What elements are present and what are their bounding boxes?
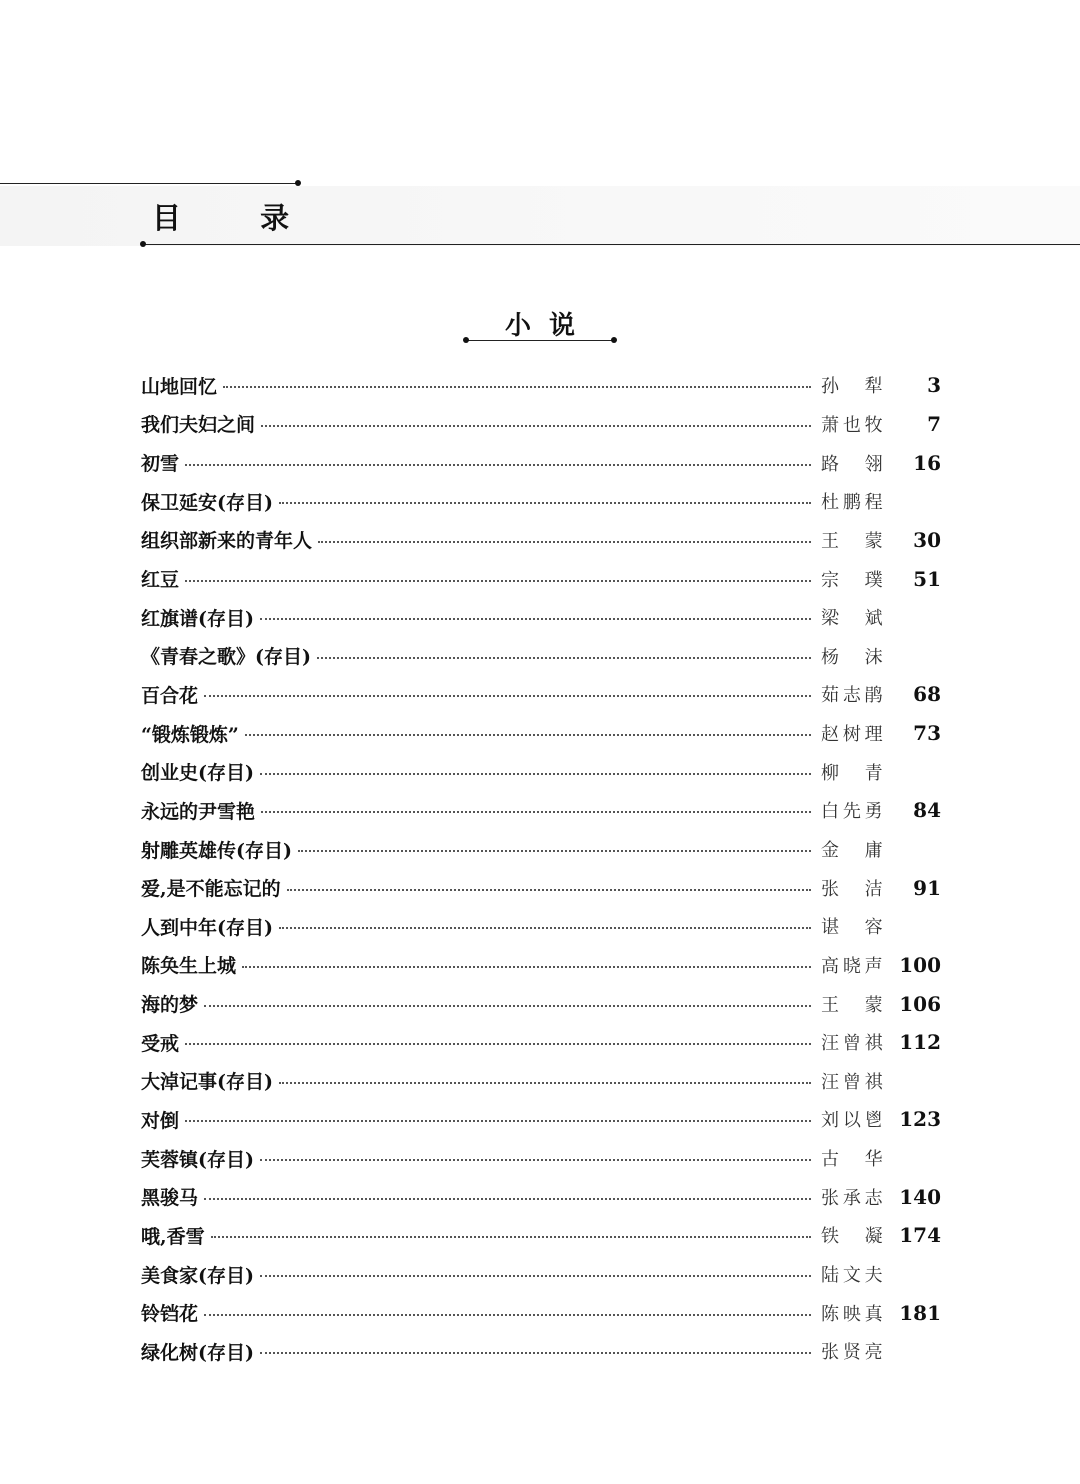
entry-author: 谌 容 [821, 917, 883, 939]
entry-author: 茹志鹃 [821, 685, 883, 707]
entry-author: 金 庸 [821, 840, 883, 861]
entry-author: 刘以鬯 [821, 1110, 883, 1132]
dot-leader [260, 1159, 811, 1161]
entry-author: 王 蒙 [821, 994, 883, 1016]
entry-author: 柳 青 [821, 762, 883, 784]
entry-page-number: 84 [913, 798, 941, 823]
entry-page-number: 51 [913, 566, 941, 591]
dot-leader [204, 1005, 811, 1007]
toc-entry[interactable] [141, 830, 941, 869]
dot-leader [185, 1120, 811, 1122]
entry-author: 陆文夫 [821, 1265, 883, 1287]
toc-entry[interactable] [141, 1062, 941, 1101]
entry-author: 张 洁 [821, 878, 883, 900]
toc-entry[interactable] [141, 1177, 941, 1216]
header-bottom-rule [143, 244, 1080, 245]
entry-title: 美食家(存目) [141, 1264, 254, 1287]
entry-author: 张承志 [821, 1187, 883, 1209]
entry-page-number: 181 [899, 1300, 941, 1325]
toc-entry[interactable] [141, 482, 941, 521]
entry-title: 芙蓉镇(存目) [141, 1148, 254, 1171]
toc-entry[interactable] [141, 791, 941, 830]
entry-page-number: 140 [899, 1184, 941, 1209]
entry-page-number: 3 [927, 373, 941, 398]
entry-title: 我们夫妇之间 [141, 414, 256, 437]
dot-leader [318, 541, 811, 543]
entry-title: 射雕英雄传(存目) [141, 839, 292, 862]
entry-author: 孙 犁 [821, 376, 883, 398]
entry-title: 创业史(存目) [141, 762, 254, 785]
entry-page-number: 123 [899, 1107, 941, 1132]
entry-title: 绿化树(存目) [141, 1341, 254, 1364]
toc-entry[interactable] [141, 1293, 941, 1332]
toc-entry[interactable] [141, 868, 941, 907]
entry-title: 人到中年(存目) [141, 916, 273, 939]
toc-entry[interactable] [141, 405, 941, 444]
entry-title: 红旗谱(存目) [141, 607, 254, 630]
entry-page-number: 7 [927, 411, 941, 436]
toc-entry[interactable] [141, 1100, 941, 1139]
dot-leader [261, 811, 811, 813]
entry-author: 张贤亮 [821, 1342, 883, 1364]
toc-entry[interactable] [141, 559, 941, 598]
entry-author: 路 翎 [821, 453, 883, 475]
entry-page-number: 30 [913, 527, 941, 552]
toc-entry-list [141, 366, 941, 1371]
toc-entry[interactable] [141, 598, 941, 637]
rule-dot [463, 337, 469, 343]
entry-page-number: 174 [899, 1223, 941, 1248]
entry-page-number: 16 [913, 450, 941, 475]
toc-entry[interactable] [141, 907, 941, 946]
dot-leader [211, 1236, 811, 1238]
toc-entry[interactable] [141, 443, 941, 482]
dot-leader [261, 425, 811, 427]
toc-entry[interactable] [141, 1023, 941, 1062]
toc-entry[interactable] [141, 1255, 941, 1294]
entry-author: 王 蒙 [821, 530, 883, 552]
entry-page-number: 112 [899, 1030, 941, 1055]
entry-author: 陈映真 [821, 1303, 883, 1325]
entry-author: 古 华 [821, 1149, 883, 1171]
entry-title: 百合花 [141, 684, 199, 707]
dot-leader [260, 618, 811, 620]
toc-entry[interactable] [141, 984, 941, 1023]
entry-title: 初雪 [141, 453, 180, 476]
dot-leader [204, 1198, 811, 1200]
entry-author: 杨 沫 [821, 646, 883, 668]
entry-title: “锻炼锻炼” [141, 723, 239, 746]
entry-title: 哦,香雪 [141, 1225, 205, 1248]
entry-title: 陈奂生上城 [141, 955, 237, 978]
section-underline [466, 340, 614, 341]
dot-leader [287, 889, 811, 891]
dot-leader [245, 734, 811, 736]
section-title: 小 说 [504, 311, 576, 341]
entry-author: 汪曾祺 [821, 1033, 883, 1055]
toc-entry[interactable] [141, 1139, 941, 1178]
entry-page-number: 68 [913, 682, 941, 707]
entry-author: 白先勇 [821, 801, 883, 823]
dot-leader [279, 927, 811, 929]
entry-title: 黑骏马 [141, 1187, 199, 1210]
dot-leader [260, 1352, 811, 1354]
entry-title: 保卫延安(存目) [141, 491, 273, 514]
rule-dot [295, 180, 301, 186]
entry-title: 海的梦 [141, 994, 199, 1017]
page-title: 目 录 [152, 201, 292, 235]
dot-leader [204, 1314, 811, 1316]
toc-entry[interactable] [141, 521, 941, 560]
entry-page-number: 106 [899, 991, 941, 1016]
entry-author: 萧也牧 [821, 414, 883, 436]
toc-entry[interactable] [141, 1216, 941, 1255]
entry-author: 梁 斌 [821, 608, 883, 630]
dot-leader [260, 773, 811, 775]
entry-author: 宗 璞 [821, 569, 883, 591]
entry-title: 山地回忆 [141, 375, 218, 398]
entry-author: 高晓声 [821, 955, 883, 977]
dot-leader [242, 966, 811, 968]
entry-page-number: 91 [913, 875, 941, 900]
entry-title: 红豆 [141, 569, 180, 592]
toc-entry[interactable] [141, 675, 941, 714]
entry-title: 永远的尹雪艳 [141, 800, 256, 823]
dot-leader [185, 580, 811, 582]
entry-title: 受戒 [141, 1032, 180, 1055]
rule-dot [611, 337, 617, 343]
entry-author: 赵树理 [821, 724, 883, 746]
dot-leader [185, 464, 811, 466]
entry-title: 大淖记事(存目) [141, 1071, 273, 1094]
entry-title: 铃铛花 [141, 1303, 199, 1326]
dot-leader [279, 1082, 811, 1084]
entry-author: 铁 凝 [821, 1226, 883, 1248]
toc-entry[interactable] [141, 714, 941, 753]
entry-title: 爱,是不能忘记的 [141, 878, 281, 901]
entry-author: 汪曾祺 [821, 1071, 883, 1093]
entry-title: 对倒 [141, 1109, 180, 1132]
dot-leader [185, 1043, 811, 1045]
entry-title: 组织部新来的青年人 [141, 530, 313, 553]
toc-entry[interactable] [141, 366, 941, 405]
dot-leader [204, 695, 811, 697]
dot-leader [298, 850, 811, 852]
entry-page-number: 100 [899, 952, 941, 977]
dot-leader [317, 657, 811, 659]
entry-author: 杜鹏程 [821, 492, 883, 514]
rule-dot [140, 241, 146, 247]
header-top-rule [0, 183, 298, 184]
entry-page-number: 73 [913, 721, 941, 746]
toc-entry[interactable] [141, 636, 941, 675]
dot-leader [260, 1275, 811, 1277]
dot-leader [279, 502, 811, 504]
toc-entry[interactable] [141, 946, 941, 985]
toc-entry[interactable] [141, 752, 941, 791]
entry-title: 《青春之歌》(存目) [141, 646, 311, 669]
dot-leader [223, 386, 811, 388]
toc-entry[interactable] [141, 1332, 941, 1371]
